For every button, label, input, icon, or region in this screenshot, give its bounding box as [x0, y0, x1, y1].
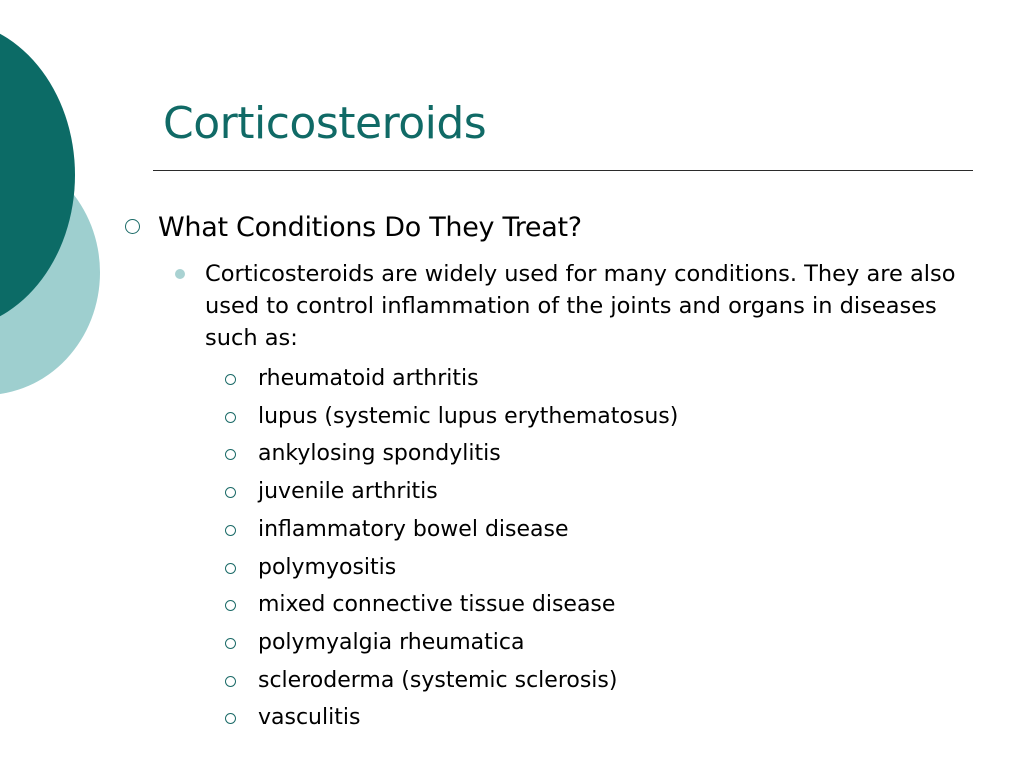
slide-title: Corticosteroids — [163, 98, 487, 149]
condition-label: inflammatory bowel disease — [258, 516, 569, 542]
hollow-circle-icon — [225, 412, 236, 423]
hollow-circle-icon — [225, 638, 236, 649]
condition-label: ankylosing spondylitis — [258, 441, 501, 467]
filled-dot-icon — [175, 269, 185, 279]
condition-label: vasculitis — [258, 705, 361, 731]
hollow-circle-icon — [225, 563, 236, 574]
condition-label: scleroderma (systemic sclerosis) — [258, 667, 618, 693]
heading-bullet — [125, 210, 985, 246]
section-heading: What Conditions Do They Treat? — [158, 212, 582, 243]
list-item — [225, 511, 985, 549]
hollow-circle-icon — [225, 374, 236, 385]
list-item — [225, 473, 985, 511]
intro-bullet — [172, 258, 965, 354]
title-divider — [153, 170, 973, 171]
list-item — [225, 398, 985, 436]
hollow-circle-icon — [225, 713, 236, 724]
condition-label: juvenile arthritis — [258, 479, 438, 505]
condition-label: polymyalgia rheumatica — [258, 629, 525, 655]
conditions-list — [125, 360, 985, 737]
list-item — [225, 586, 985, 624]
list-item — [225, 435, 985, 473]
list-item — [225, 662, 985, 700]
hollow-circle-icon — [225, 676, 236, 687]
hollow-circle-icon — [125, 219, 140, 234]
condition-label: polymyositis — [258, 554, 397, 580]
list-item — [225, 549, 985, 587]
hollow-circle-icon — [225, 487, 236, 498]
list-item — [225, 624, 985, 662]
condition-label: rheumatoid arthritis — [258, 366, 479, 391]
hollow-circle-icon — [225, 525, 236, 536]
slide-content — [125, 210, 985, 737]
hollow-circle-icon — [225, 449, 236, 460]
condition-label: lupus (systemic lupus erythematosus) — [258, 403, 679, 429]
list-item — [225, 699, 985, 737]
intro-text: Corticosteroids are widely used for many conditions. They are also used to control inflammation of the joints and organs in diseases such as: — [205, 261, 956, 351]
hollow-circle-icon — [225, 600, 236, 611]
list-item — [225, 360, 985, 398]
condition-label: mixed connective tissue disease — [258, 592, 616, 618]
